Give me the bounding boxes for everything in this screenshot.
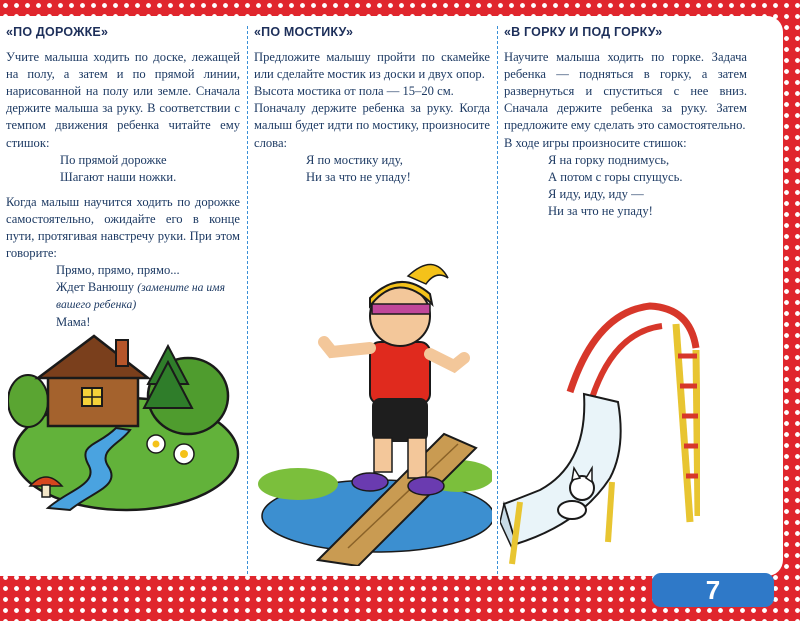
poem	[6, 262, 240, 330]
poem	[6, 152, 240, 186]
poem-line: Я иду, иду, иду —	[548, 186, 644, 201]
section-title-path: «ПО ДОРОЖКЕ»	[6, 25, 109, 39]
paragraph: Учите малыша ходить по доске, лежащей на полу, а затем и по прямой линии, нарисованной на полу или земле. Сначала держите малыша за руку. В соответствии с темпом движения ребенка читайте ему стишок:	[6, 50, 240, 150]
paragraph: Предложите малышу пройти по скамейке или сделайте мостик из доски и двух опор.	[254, 50, 490, 82]
house-path-illustration	[8, 326, 240, 514]
paragraph: Когда малыш научится ходить по дорожке самостоятельно, ожидайте его в конце пути, протягивая навстречу руки. При этом говорите:	[6, 194, 240, 261]
section-title-slide: «В ГОРКУ И ПОД ГОРКУ»	[504, 25, 663, 39]
poem-line: Я по мостику иду,	[306, 152, 403, 167]
poem-note: (замените на имя вашего ребенка)	[56, 281, 225, 312]
poem-text: Ждет Ванюшу	[56, 280, 135, 295]
poem-line: Я на горку поднимусь,	[548, 152, 670, 167]
poem-line: Ни за что не упаду!	[548, 203, 653, 218]
paragraph: Высота мостика от пола — 15–20 см.	[254, 84, 454, 99]
poem-line: Прямо, прямо, прямо...	[56, 263, 180, 278]
poem-line: Ни за что не упаду!	[306, 169, 411, 184]
poem-line: Шагают наши ножки.	[60, 169, 177, 184]
poem-line: По прямой дорожке	[60, 152, 167, 167]
poem-line	[56, 279, 240, 313]
page-panel	[0, 16, 783, 576]
paragraph: Поначалу держите ребенка за руку. Когда малыш будет идти по мостику, произносите слова:	[254, 101, 490, 150]
paragraph: Научите малыша ходить по горке. Задача ребенка — подняться в горку, а затем развернуться и спуститься с нее вниз. Сначала держите ребенка за руку. Затем предложите ему сделать это самостоятельно.	[504, 50, 747, 133]
bridge-child-illustration	[258, 248, 492, 566]
poem	[504, 152, 777, 220]
poem	[254, 152, 490, 186]
poem-line: А потом с горы спущусь.	[548, 169, 683, 184]
section-title-bridge: «ПО МОСТИКУ»	[254, 25, 354, 39]
page-number: 7	[652, 573, 774, 607]
slide-kitten-illustration	[500, 252, 700, 568]
poem-line: Мама!	[56, 314, 91, 329]
paragraph: В ходе игры произносите стишок:	[504, 135, 687, 150]
